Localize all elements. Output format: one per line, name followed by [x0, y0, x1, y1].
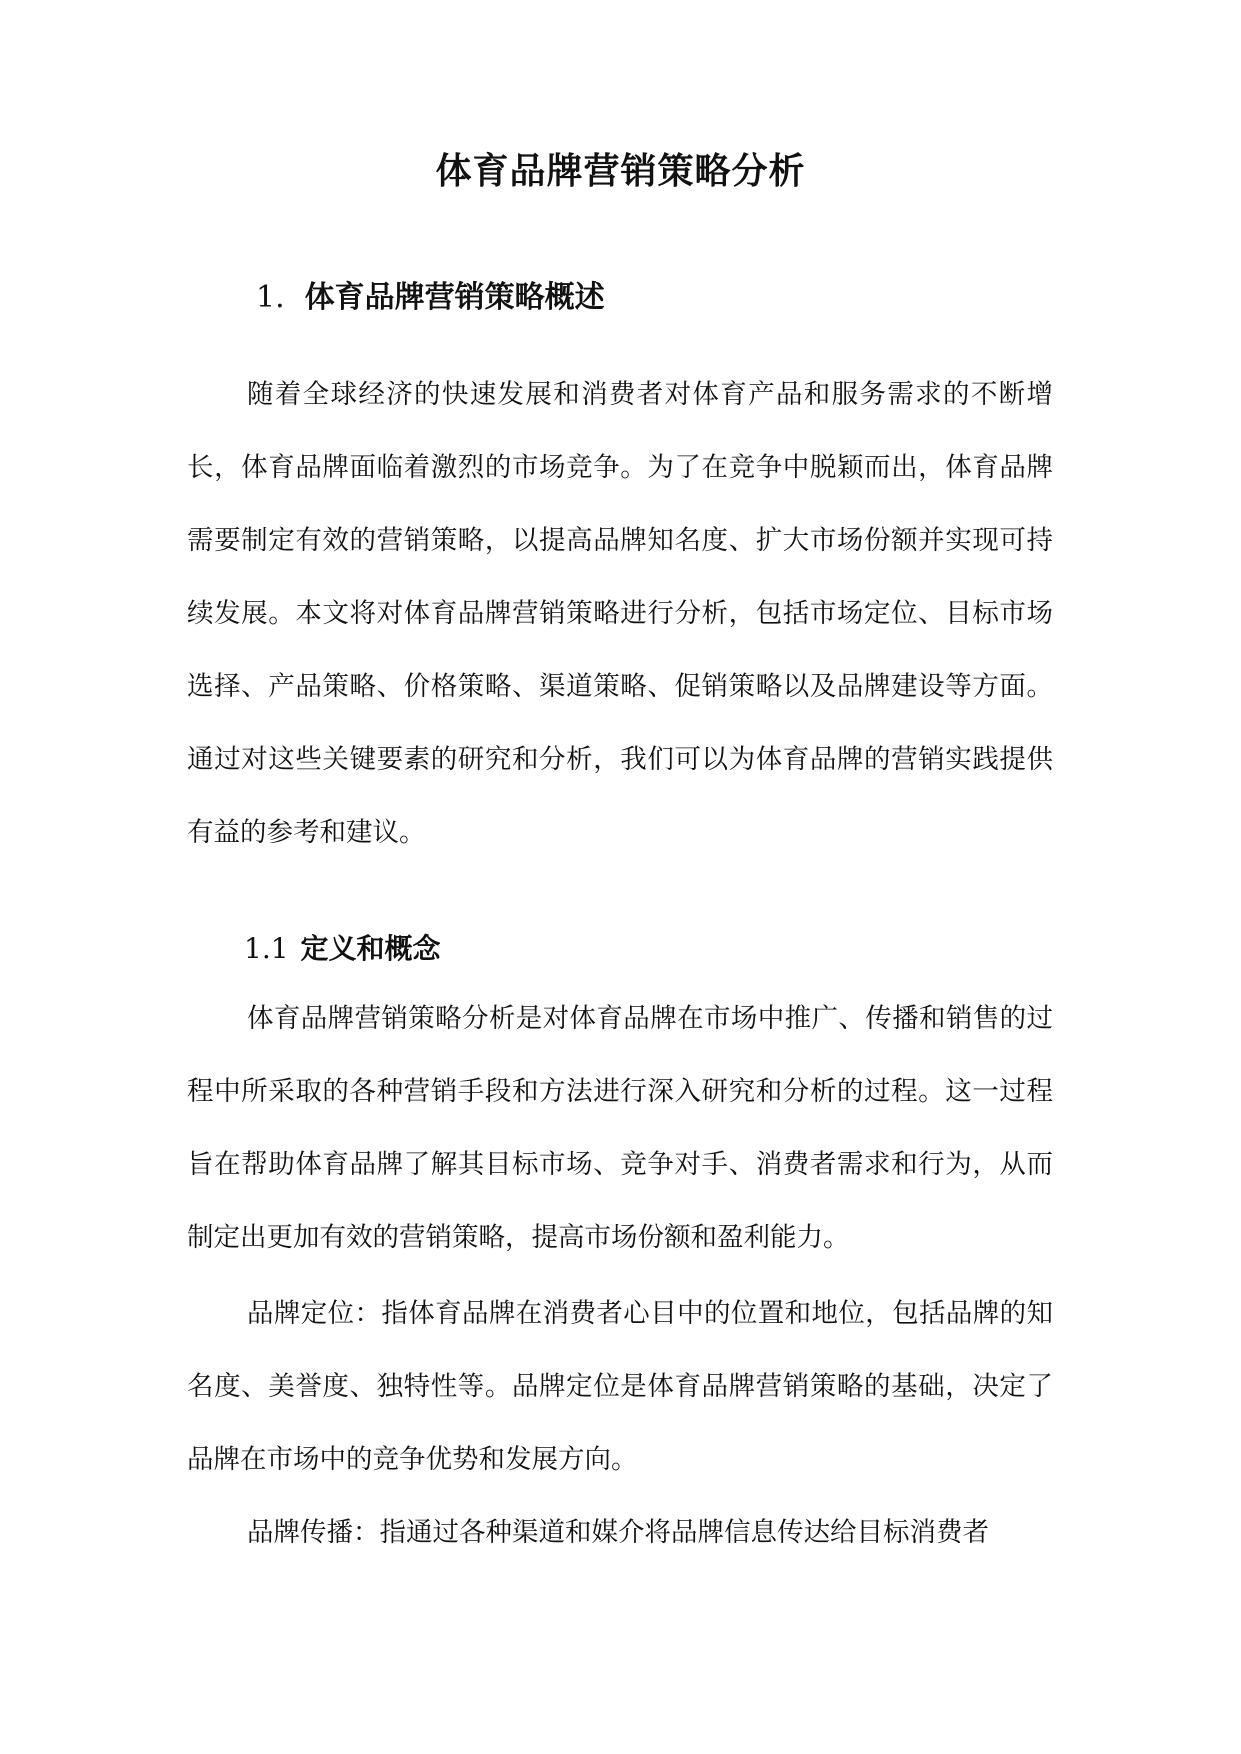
document-title: 体育品牌营销策略分析	[435, 151, 806, 192]
subsection-number: 1.1	[244, 932, 289, 965]
subsection-title: 定义和概念	[300, 932, 441, 965]
section-title: 体育品牌营销策略概述	[304, 280, 605, 315]
section-paragraph: 随着全球经济的快速发展和消费者对体育产品和服务需求的不断增长，体育品牌面临着激烈的市场竞争。为了在竞争中脱颖而出，体育品牌需要制定有效的营销策略，以提高品牌知名度、扩大市场份额并实现可持续发展。本文将对体育品牌营销策略进行分析，包括市场定位、目标市场选择、产品策略、价格策略、渠道策略、促销策略以及品牌建设等方面。通过对这些关键要素的研究和分析，我们可以为体育品牌的营销实践提供有益的参考和建议。	[187, 379, 1053, 848]
subsection-heading	[244, 929, 441, 969]
brand-positioning-paragraph: 品牌定位：指体育品牌在消费者心目中的位置和地位，包括品牌的知名度、美誉度、独特性等。品牌定位是体育品牌营销策略的基础，决定了品牌在市场中的竞争优势和发展方向。	[187, 1298, 1053, 1475]
brand-communication-paragraph: 品牌传播：指通过各种渠道和媒介将品牌信息传达给目标消费者	[247, 1517, 989, 1548]
section-heading	[256, 278, 605, 318]
definition-paragraph: 体育品牌营销策略分析是对体育品牌在市场中推广、传播和销售的过程中所采取的各种营销手段和方法进行深入研究和分析的过程。这一过程旨在帮助体育品牌了解其目标市场、竞争对手、消费者需求和行为，从而制定出更加有效的营销策略，提高市场份额和盈利能力。	[187, 1003, 1053, 1253]
section-number: 1.	[256, 280, 285, 315]
